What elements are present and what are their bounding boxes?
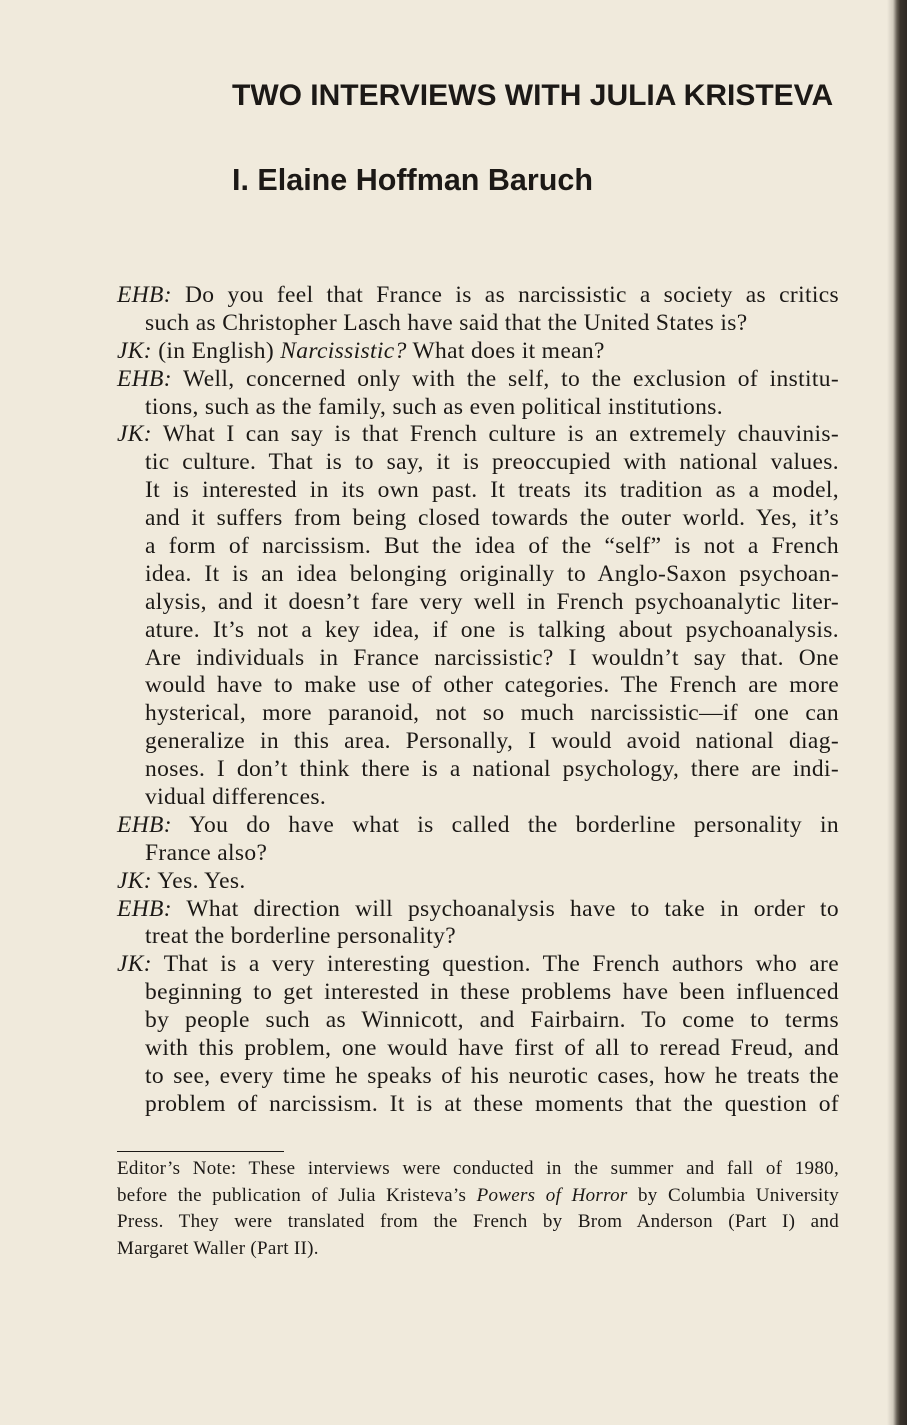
text-line [145, 394, 839, 422]
text-segment: Are individuals in France narcissistic? I wouldn’t say that. One [145, 644, 839, 671]
text-segment: ature. It’s not a key idea, if one is talking about psychoanalysis. [145, 616, 839, 643]
speaker-label: JK: [117, 421, 152, 448]
editor-footnote [117, 1156, 839, 1262]
text-line [117, 421, 839, 449]
interview-exchange [117, 868, 839, 896]
speaker-label: JK: [117, 337, 152, 364]
text-segment: and it suffers from being closed towards the outer world. Yes, it’s [145, 505, 839, 532]
text-segment: would have to make use of other categories. The French are more [145, 672, 839, 699]
text-line [145, 1035, 839, 1063]
interview-exchange [117, 951, 839, 1118]
interview-exchange [117, 282, 839, 338]
text-line [117, 1236, 839, 1263]
text-segment: Well, concerned only with the self, to the exclusion of institu- [183, 365, 839, 392]
text-segment: beginning to get interested in these problems have been influenced [145, 979, 839, 1006]
interview-exchange [117, 338, 839, 366]
part-heading: I. Elaine Hoffman Baruch [232, 163, 593, 197]
text-line [145, 310, 839, 338]
interview-exchange [117, 896, 839, 952]
text-segment: vidual differences. [145, 784, 327, 811]
text-segment: by people such as Winnicott, and Fairbairn. To come to terms [145, 1007, 839, 1034]
text-segment: Yes. Yes. [157, 867, 246, 894]
text-segment: What does it mean? [406, 337, 605, 364]
text-line [145, 645, 839, 673]
text-line [145, 1063, 839, 1091]
article-title: TWO INTERVIEWS WITH JULIA KRISTEVA [232, 79, 834, 112]
speaker-label: EHB: [117, 282, 172, 308]
text-line [117, 338, 839, 366]
speaker-label: JK: [117, 951, 152, 978]
text-segment: Margaret Waller (Part II). [117, 1237, 319, 1259]
italic-phrase: Narcissistic? [280, 337, 407, 364]
text-segment: by Columbia University [627, 1184, 839, 1206]
speaker-label: EHB: [117, 365, 172, 392]
text-segment: problem of narcissism. It is at these moments that the question of [145, 1090, 839, 1117]
text-line [145, 533, 839, 561]
text-line [145, 700, 839, 728]
text-segment: That is a very interesting question. The French authors who are [163, 951, 839, 978]
text-line [145, 784, 839, 812]
text-segment: alysis, and it doesn’t fare very well in French psychoanalytic liter- [145, 588, 839, 615]
page-edge-shadow [887, 0, 907, 1425]
text-segment: What direction will psychoanalysis have to take in order to [186, 895, 839, 922]
footnote-rule [117, 1151, 284, 1152]
interview-exchange [117, 366, 839, 422]
interview-exchange [117, 421, 839, 811]
text-line [145, 505, 839, 533]
speaker-label: EHB: [117, 811, 172, 838]
text-line [145, 728, 839, 756]
text-line [145, 840, 839, 868]
text-segment: It is interested in its own past. It treats its tradition as a model, [145, 477, 839, 504]
text-segment: noses. I don’t think there is a national psychology, there are indi- [145, 756, 839, 783]
italic-phrase: Powers of Horror [476, 1184, 628, 1206]
text-segment: with this problem, one would have first of all to reread Freud, and [145, 1035, 839, 1062]
speaker-label: JK: [117, 867, 152, 894]
text-segment: (in English) [158, 337, 281, 364]
interview-exchange [117, 812, 839, 868]
speaker-label: EHB: [117, 895, 172, 922]
text-line [117, 366, 839, 394]
text-line [117, 1209, 839, 1236]
text-line [117, 1183, 839, 1210]
text-line [117, 896, 839, 924]
text-segment: tions, such as the family, such as even political institutions. [145, 393, 723, 420]
text-segment: to see, every time he speaks of his neurotic cases, how he treats the [145, 1062, 839, 1089]
text-line [145, 617, 839, 645]
text-line [145, 589, 839, 617]
text-line [117, 868, 839, 896]
text-segment: generalize in this area. Personally, I would avoid national diag- [145, 728, 839, 755]
text-line [117, 1156, 839, 1183]
text-line [117, 951, 839, 979]
text-line [117, 812, 839, 840]
text-segment: What I can say is that French culture is an extremely chauvinis- [162, 421, 839, 448]
text-segment: hysterical, more paranoid, not so much narcissistic—if one can [145, 700, 839, 727]
text-line [145, 1007, 839, 1035]
text-line [145, 672, 839, 700]
text-line [145, 1091, 839, 1119]
text-line [145, 477, 839, 505]
text-segment: idea. It is an idea belonging originally to Anglo-Saxon psychoan- [145, 560, 839, 587]
text-segment: tic culture. That is to say, it is preoccupied with national values. [145, 449, 839, 476]
text-line [145, 923, 839, 951]
text-segment: Editor’s Note: These interviews were conducted in the summer and fall of 1980, [117, 1158, 839, 1179]
text-line [145, 979, 839, 1007]
text-segment: a form of narcissism. But the idea of the “self” is not a French [145, 533, 839, 560]
text-line [145, 561, 839, 589]
text-line [117, 282, 839, 310]
text-segment: You do have what is called the borderline personality in [189, 811, 839, 838]
text-segment: such as Christopher Lasch have said that the United States is? [145, 309, 748, 336]
text-segment: Do you feel that France is as narcissistic a society as critics [184, 282, 839, 308]
text-segment: Press. They were translated from the French by Brom Anderson (Part I) and [117, 1211, 839, 1233]
text-line [145, 449, 839, 477]
text-segment: before the publication of Julia Kristeva’s [117, 1184, 477, 1206]
text-segment: France also? [145, 839, 268, 866]
interview-body [117, 282, 839, 1119]
text-line [145, 756, 839, 784]
text-segment: treat the borderline personality? [145, 923, 457, 950]
